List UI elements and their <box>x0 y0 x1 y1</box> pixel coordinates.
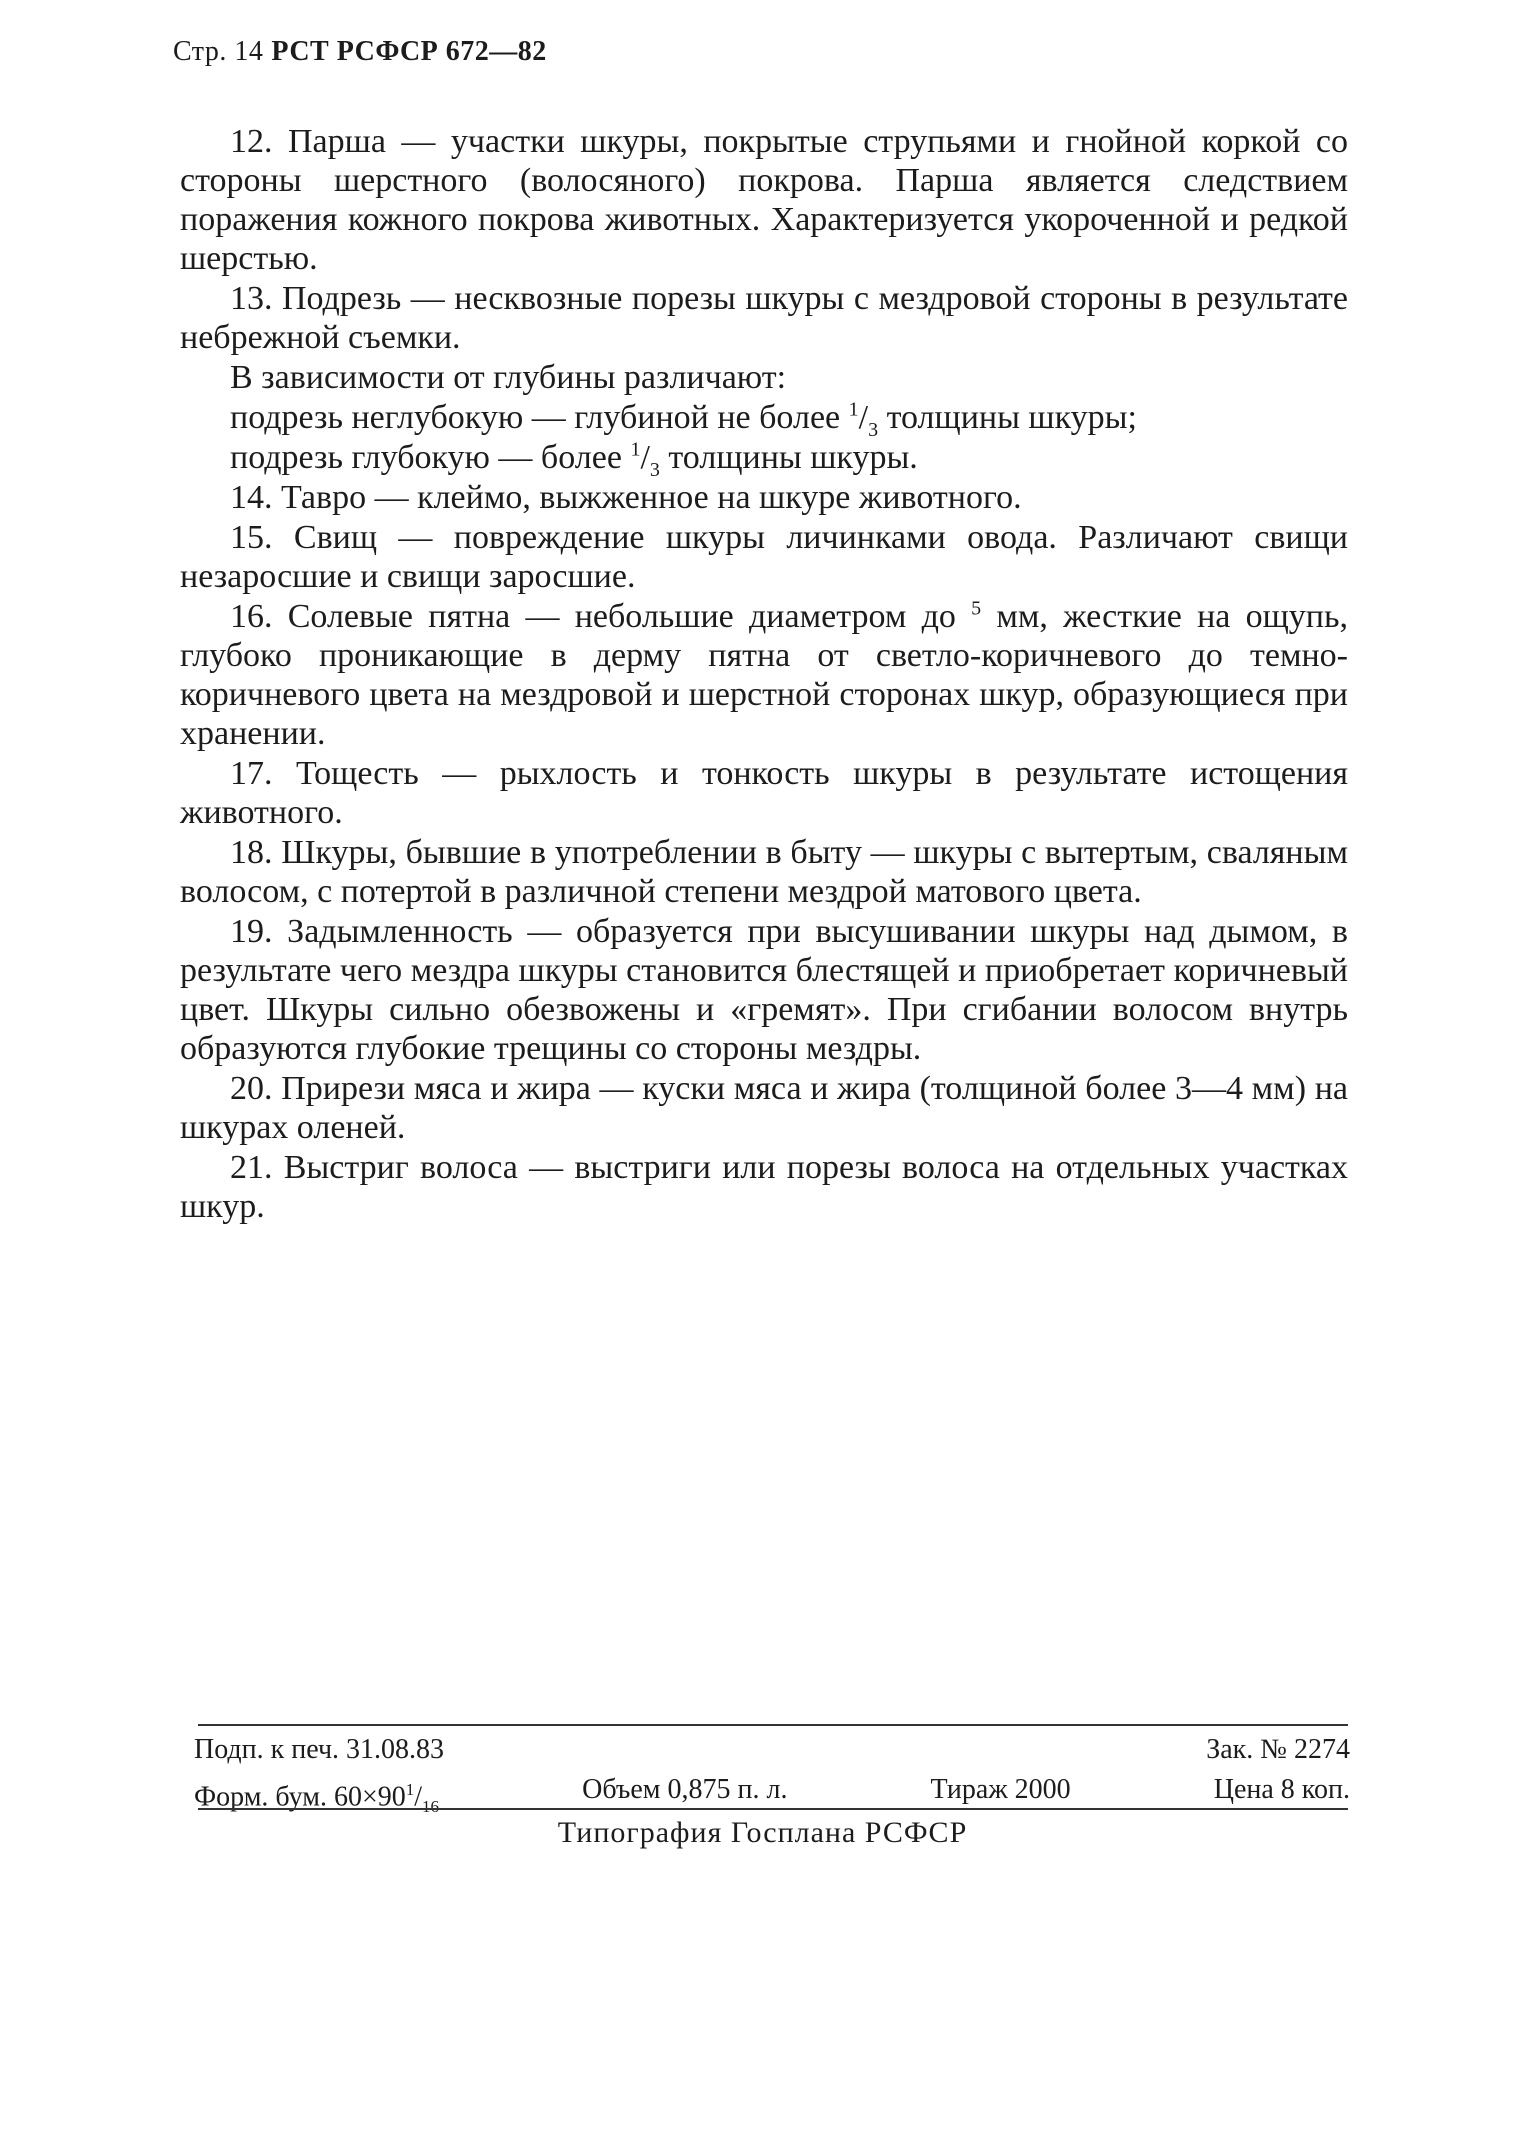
imprint-block <box>194 1730 1350 1827</box>
printer-name: Типография Госплана РСФСР <box>557 1816 968 1849</box>
volume: Объем 0,875 п. л. <box>582 1774 788 1805</box>
item-13-lead: В зависимости от глубины различают: <box>230 359 787 396</box>
item-19: 19. Задымленность — образуется при высушивании шкуры над дымом, в результате чего мездра шкуры становится блестящей и приобретает коричневый цвет. Шкуры сильно обезвожены и «гремят». При сгибании волосом внутрь образуются глубокие трещины со стороны мездры. <box>180 913 1348 1067</box>
item-14: 14. Тавро — клеймо, выжженное на шкуре животного. <box>230 479 1022 516</box>
page-header <box>173 36 547 68</box>
price: Цена 8 коп. <box>1213 1774 1350 1805</box>
fraction-denominator: 3 <box>649 458 660 481</box>
imprint-row-1 <box>194 1730 1350 1770</box>
page-number: Стр. 14 <box>173 36 264 67</box>
item-13-shallow: подрезь неглубокую — глубиной не более $^1/_3$ толщины шкуры; <box>230 398 1137 441</box>
imprint-top-rule <box>198 1724 1348 1726</box>
item-17: 17. Тощесть — рыхлость и тонкость шкуры в результате истощения животного. <box>180 755 1348 831</box>
standard-code: РСТ РСФСР 672—82 <box>271 36 547 67</box>
order-number: Зак. № 2274 <box>1206 1734 1350 1765</box>
fraction-numerator: 1 <box>630 438 641 461</box>
item-20: 20. Прирези мяса и жира — куски мяса и жира (толщиной более 3—4 мм) на шкурах оленей. <box>180 1070 1348 1146</box>
item-18: 18. Шкуры, бывшие в употреблении в быту — шкуры с вытертым, сваляным волосом, с потертой в различной степени мездрой матового цвета. <box>180 834 1348 910</box>
item-12: 12. Парша — участки шкуры, покрытые струпьями и гнойной коркой со стороны шерстного (волосяного) покрова. Парша является следствием поражения кожного покрова животных. Характеризуется укороченной и редкой шерстью. <box>180 123 1348 277</box>
fraction-numerator: 1 <box>848 398 859 421</box>
print-run: Тираж 2000 <box>930 1774 1071 1805</box>
signed-to-print: Подп. к печ. 31.08.83 <box>194 1734 445 1765</box>
item-21: 21. Выстриг волоса — выстриги или порезы волоса на отдельных участках шкур. <box>180 1149 1348 1225</box>
fraction-denominator: 3 <box>868 418 879 441</box>
imprint-bottom-rule <box>198 1808 1348 1810</box>
item-13: 13. Подрезь — несквозные порезы шкуры с мездровой стороны в результате небрежной съемки. <box>180 280 1348 356</box>
item-15: 15. Свищ — повреждение шкуры личинками овода. Различают свищи незаросшие и свищи заросшие. <box>180 519 1348 595</box>
diameter-value: 5 <box>971 597 982 620</box>
item-16: 16. Солевые пятна — небольшие диаметром до $^5$ мм, жесткие на ощупь, глубоко проникающие в дерму пятна от светло-коричневого до темно-коричневого цвета на мездровой и шерстной сторонах шкур, образующиеся при хранении. <box>180 597 1349 752</box>
item-13-deep: подрезь глубокую — более $^1/_3$ толщины шкуры. <box>230 438 918 481</box>
paper-format: Форм. бум. $60\times 90^1/_{16}$ <box>194 1780 440 1816</box>
document-body <box>180 122 1348 1226</box>
